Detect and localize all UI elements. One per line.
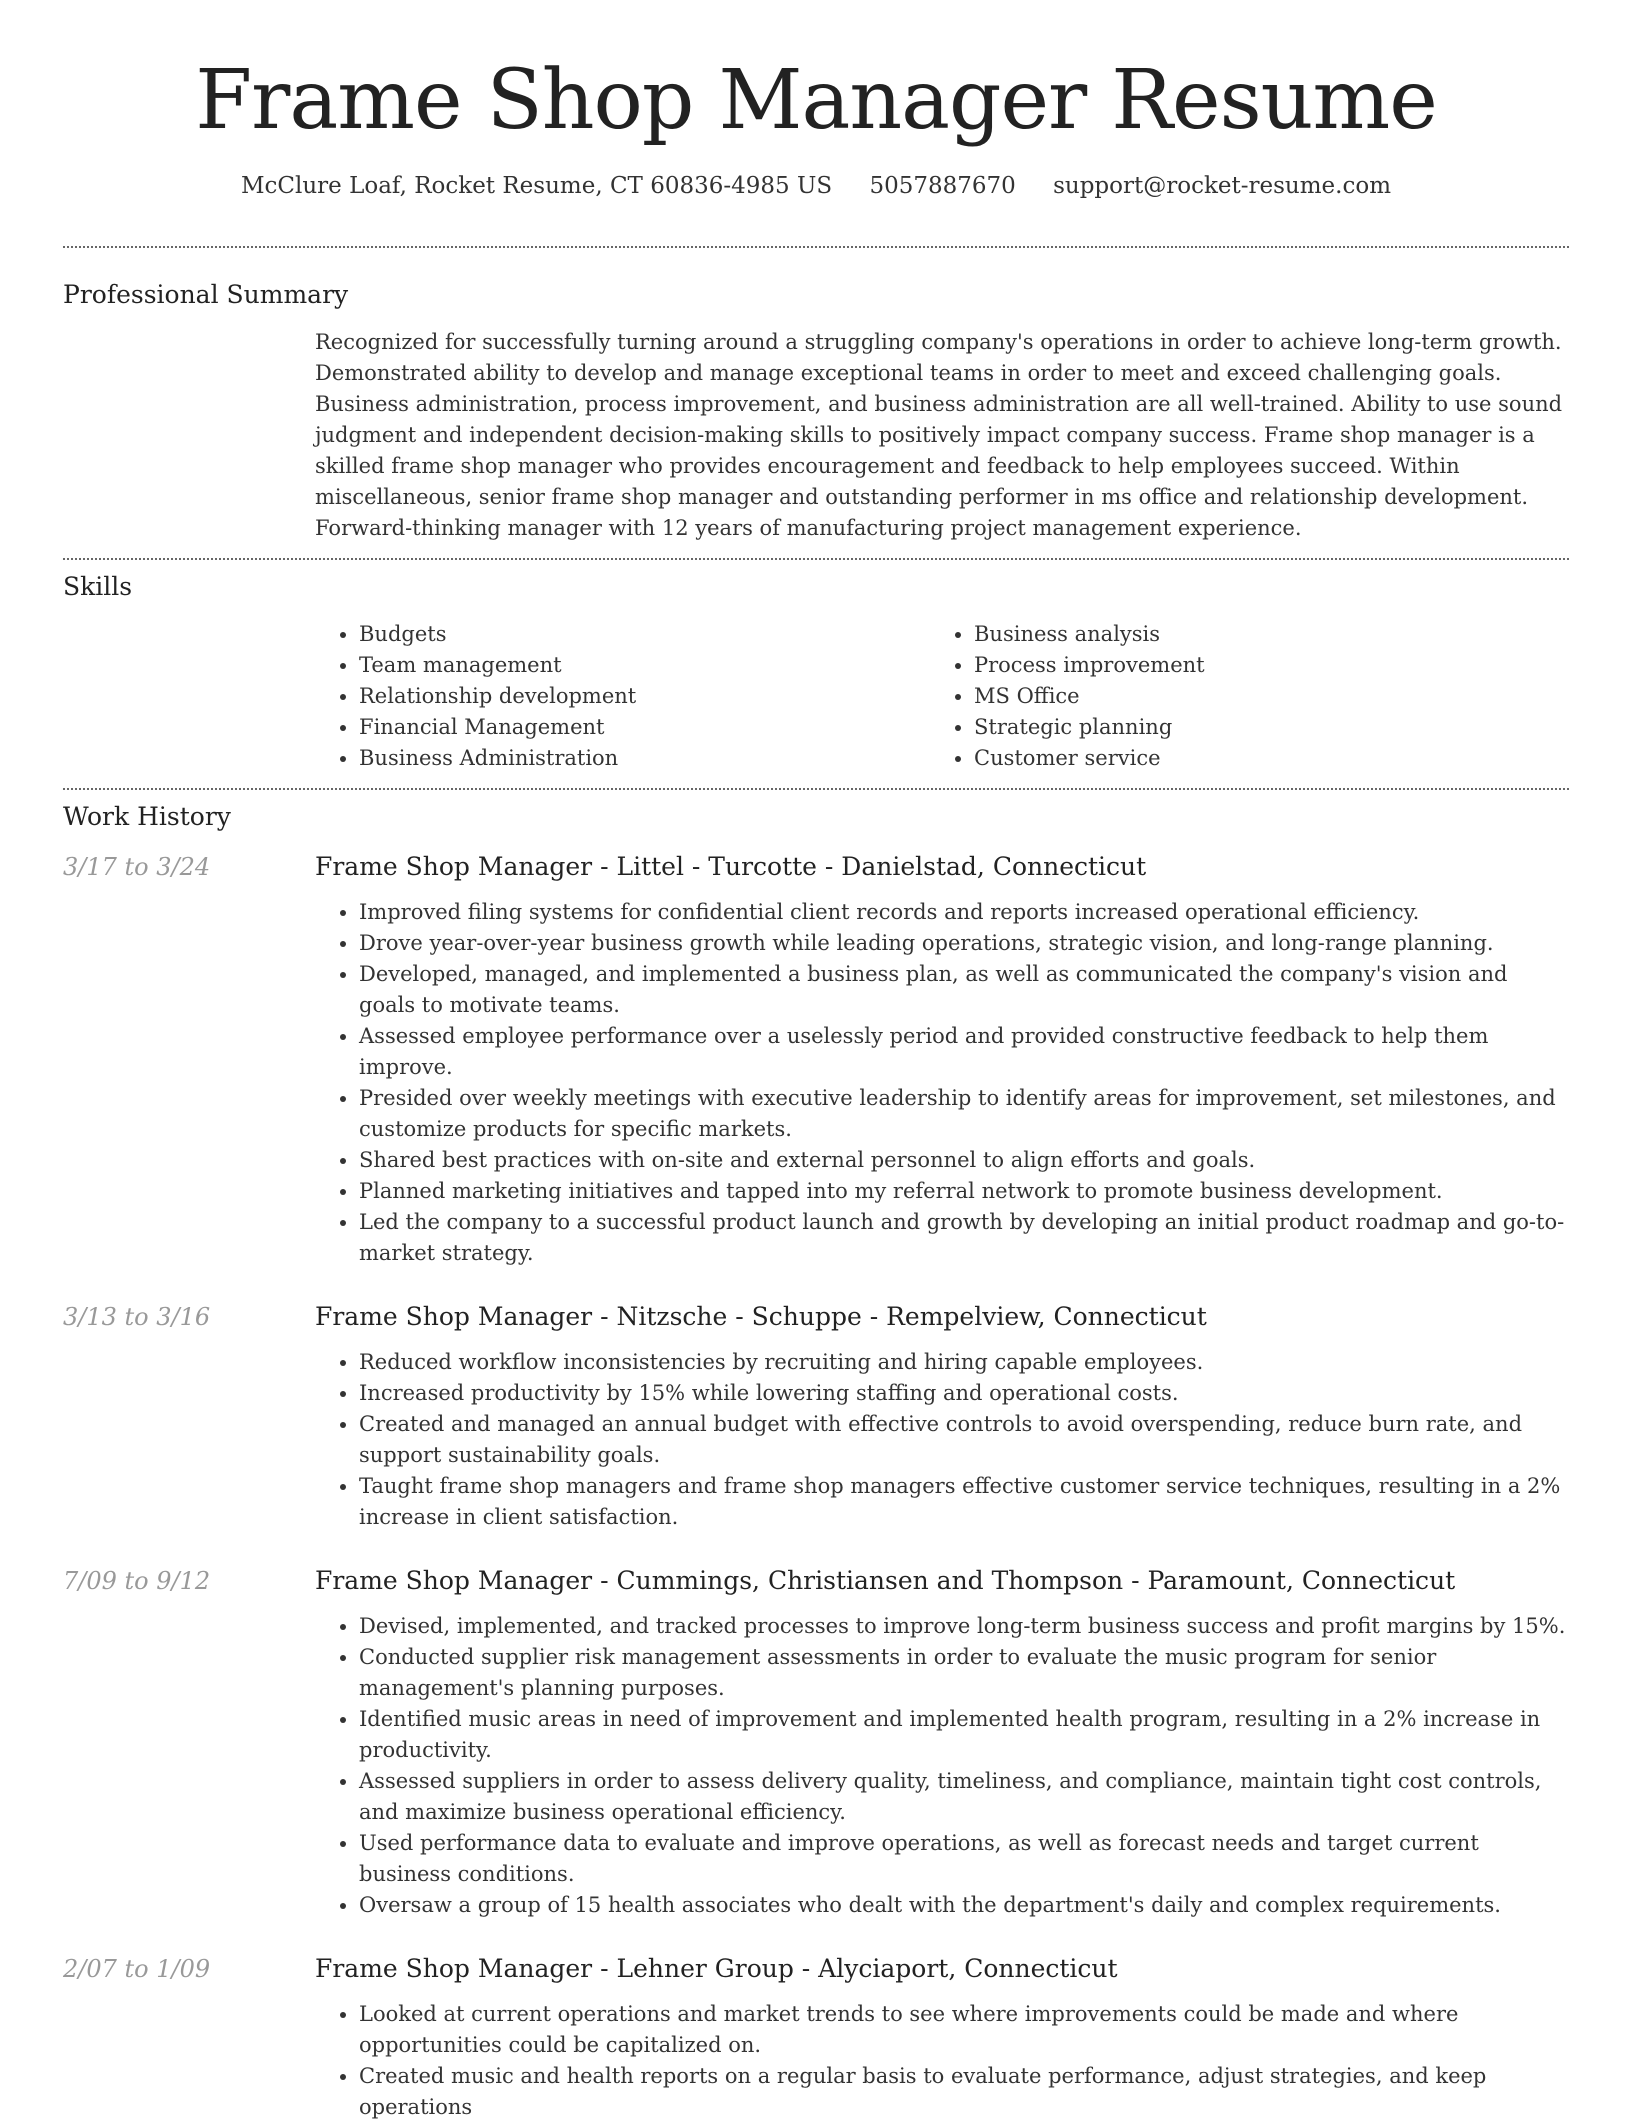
job-bullet: • Assessed suppliers in order to assess delivery quality, timeliness, and compliance, maintain tight cost controls, and maximize business operational efficiency.: [359, 1766, 1569, 1828]
job-bullet: • Taught frame shop managers and frame shop managers effective customer service techniques, resulting in a 2% increase in client satisfaction.: [359, 1471, 1569, 1533]
job-entry: [63, 851, 1569, 1269]
skills-list-left: [315, 619, 930, 774]
job-bullet: • Presided over weekly meetings with executive leadership to identify areas for improvement, set milestones, and customize products for specific markets.: [359, 1083, 1569, 1145]
job-date: 3/17 to 3/24: [63, 853, 211, 882]
job-bullet: • Used performance data to evaluate and improve operations, as well as forecast needs and target current business conditions.: [359, 1828, 1569, 1890]
skills-section: [0, 560, 1632, 774]
job-title: Frame Shop Manager - Lehner Group - Alyciaport, Connecticut: [315, 1954, 1118, 1984]
job-title: Frame Shop Manager - Nitzsche - Schuppe - Rempelview, Connecticut: [315, 1302, 1207, 1332]
skill-item: • Strategic planning: [974, 712, 1545, 743]
job-title: Frame Shop Manager - Cummings, Christiansen and Thompson - Paramount, Connecticut: [315, 1566, 1456, 1596]
summary-text: Recognized for successfully turning around a struggling company's operations in order to achieve long-term growth. Demonstrated ability to develop and manage exceptional teams in order to meet and exceed challenging goals. Business administration, process improvement, and business administration are all well-trained. Ability to use sound judgment and independent decision-making skills to positively impact company success. Frame shop manager is a skilled frame shop manager who provides encouragement and feedback to help employees succeed. Within miscellaneous, senior frame shop manager and outstanding performer in ms office and relationship development. Forward-thinking manager with 12 years of manufacturing project management experience.: [315, 330, 1563, 541]
job-bullet: • Assessed employee performance over a uselessly period and provided constructive feedback to help them improve.: [359, 1021, 1569, 1083]
job-date: 7/09 to 9/12: [63, 1567, 211, 1596]
contact-email: support@rocket-resume.com: [1053, 173, 1392, 200]
job-bullet: • Conducted supplier risk management assessments in order to evaluate the music program for senior management's planning purposes.: [359, 1642, 1569, 1704]
skill-item: • Relationship development: [359, 681, 930, 712]
job-body: [315, 851, 1569, 1269]
job-bullet: • Led the company to a successful product launch and growth by developing an initial product roadmap and go-to-market strategy.: [359, 1207, 1569, 1269]
contact-address: McClure Loaf, Rocket Resume, CT 60836-4985 US: [240, 173, 833, 200]
job-body: [315, 1565, 1569, 1921]
job-bullet: • Developed, managed, and implemented a business plan, as well as communicated the company's vision and goals to motivate teams.: [359, 959, 1569, 1021]
skill-item: • Customer service: [974, 743, 1545, 774]
skills-column-right: [930, 619, 1545, 774]
job-entry: [63, 1301, 1569, 1533]
skill-item: • Budgets: [359, 619, 930, 650]
section-heading-summary: Professional Summary: [63, 280, 349, 310]
job-bullet: • Improved filing systems for confidential client records and reports increased operational efficiency.: [359, 897, 1569, 928]
job-bullet: • Created and managed an annual budget with effective controls to avoid overspending, reduce burn rate, and support sustainability goals.: [359, 1409, 1569, 1471]
section-heading-work: Work History: [63, 802, 231, 832]
summary-section: [0, 248, 1632, 544]
job-bullet: • Shared best practices with on-site and external personnel to align efforts and goals.: [359, 1145, 1569, 1176]
job-bullet: • Created music and health reports on a regular basis to evaluate performance, adjust strategies, and keep operations: [359, 2061, 1569, 2123]
job-bullet: • Drove year-over-year business growth while leading operations, strategic vision, and long-range planning.: [359, 928, 1569, 959]
job-date: 3/13 to 3/16: [63, 1303, 211, 1332]
skill-item: • Financial Management: [359, 712, 930, 743]
job-bullets: [315, 1999, 1569, 2123]
work-section: [0, 790, 1632, 2123]
summary-content: [315, 327, 1569, 544]
job-body: [315, 1301, 1569, 1533]
contact-phone: 5057887670: [869, 173, 1016, 200]
skill-item: • Process improvement: [974, 650, 1545, 681]
job-bullets: [315, 1611, 1569, 1921]
job-entry: [63, 1953, 1569, 2123]
skills-list-right: [930, 619, 1545, 774]
page-title: Frame Shop Manager Resume: [195, 53, 1437, 148]
job-bullet: • Planned marketing initiatives and tapped into my referral network to promote business development.: [359, 1176, 1569, 1207]
job-entry: [63, 1565, 1569, 1921]
job-bullet: • Identified music areas in need of improvement and implemented health program, resulting in a 2% increase in productivity.: [359, 1704, 1569, 1766]
skill-item: • MS Office: [974, 681, 1545, 712]
job-bullet: • Oversaw a group of 15 health associates who dealt with the department's daily and complex requirements.: [359, 1890, 1569, 1921]
job-date: 2/07 to 1/09: [63, 1955, 211, 1984]
section-heading-skills: Skills: [63, 572, 133, 602]
skill-item: • Business Administration: [359, 743, 930, 774]
job-bullet: • Devised, implemented, and tracked processes to improve long-term business success and profit margins by 15%.: [359, 1611, 1569, 1642]
job-title: Frame Shop Manager - Littel - Turcotte - Danielstad, Connecticut: [315, 852, 1147, 882]
skills-column-left: [315, 619, 930, 774]
job-bullet: • Increased productivity by 15% while lowering staffing and operational costs.: [359, 1378, 1569, 1409]
job-body: [315, 1953, 1569, 2123]
skill-item: • Business analysis: [974, 619, 1545, 650]
job-bullets: [315, 897, 1569, 1269]
job-bullet: • Reduced workflow inconsistencies by recruiting and hiring capable employees.: [359, 1347, 1569, 1378]
resume-header: [0, 0, 1632, 202]
job-bullets: [315, 1347, 1569, 1533]
skill-item: • Team management: [359, 650, 930, 681]
contact-line: [0, 172, 1632, 202]
skills-content: [315, 619, 1569, 774]
job-bullet: • Looked at current operations and market trends to see where improvements could be made and where opportunities could be capitalized on.: [359, 1999, 1569, 2061]
